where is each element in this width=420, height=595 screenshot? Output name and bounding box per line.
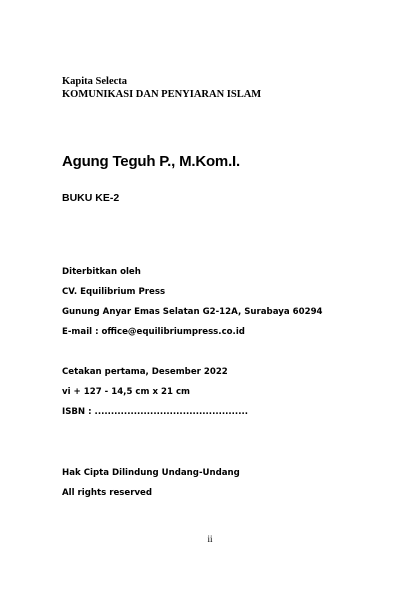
publisher-name: CV. Equilibrium Press (62, 287, 166, 297)
publisher-email: E-mail : office@equilibriumpress.co.id (62, 327, 245, 337)
series-block (62, 75, 261, 101)
book-format: vi + 127 - 14,5 cm x 21 cm (62, 387, 190, 397)
publisher-block (62, 266, 323, 346)
series-title: KOMUNIKASI DAN PENYIARAN ISLAM (62, 89, 262, 100)
rights-block (62, 467, 240, 507)
series-label: Kapita Selecta (62, 76, 128, 87)
publisher-address: Gunung Anyar Emas Selatan G2-12A, Surabaya 60294 (62, 307, 323, 317)
edition-block (62, 366, 248, 426)
published-by-label: Diterbitkan oleh (62, 267, 141, 277)
author-name: Agung Teguh P., M.Kom.I. (62, 153, 240, 170)
printing-info: Cetakan pertama, Desember 2022 (62, 367, 228, 377)
rights-reserved: All rights reserved (62, 488, 153, 498)
page-number: ii (207, 534, 213, 544)
isbn-line: ISBN : ............................................... (62, 407, 248, 417)
copyright-notice: Hak Cipta Dilindung Undang-Undang (62, 468, 240, 478)
book-number: BUKU KE-2 (62, 192, 120, 204)
